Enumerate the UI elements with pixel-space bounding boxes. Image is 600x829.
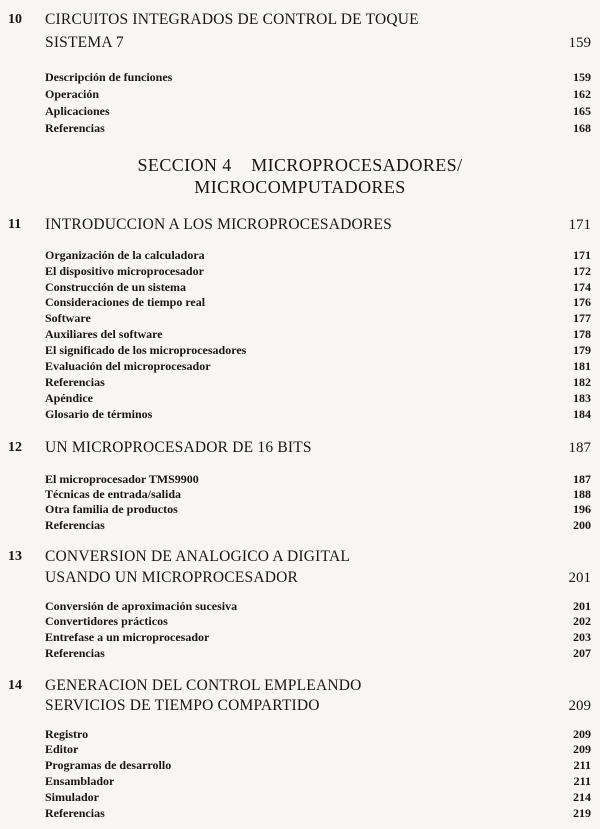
chapter-heading-line xyxy=(0,439,600,457)
entry-title: El significado de los microprocesadores xyxy=(45,343,247,357)
chapter-title: SERVICIOS DE TIEMPO COMPARTIDO xyxy=(45,697,320,714)
chapter-heading-line xyxy=(0,569,600,587)
toc-entry xyxy=(0,804,600,822)
entry-title: Conversión de aproximación sucesiva xyxy=(45,599,238,613)
entry-page-number: 179 xyxy=(573,343,591,357)
entry-title: Entrefase a un microprocesador xyxy=(45,630,210,644)
entry-page-number: 178 xyxy=(573,327,591,341)
entry-page-number: 162 xyxy=(573,87,591,101)
entry-page-number: 203 xyxy=(573,630,591,644)
entry-title: Evaluación del microprocesador xyxy=(45,359,211,373)
entry-page-number: 209 xyxy=(573,727,591,741)
entry-title: Referencias xyxy=(45,121,105,135)
entry-title: Convertidores prácticos xyxy=(45,614,168,628)
entry-page-number: 200 xyxy=(573,518,591,532)
entry-title: Otra familia de productos xyxy=(45,502,178,516)
entry-title: Técnicas de entrada/salida xyxy=(45,487,182,501)
entry-page-number: 211 xyxy=(573,758,591,772)
entry-page-number: 202 xyxy=(573,614,591,628)
chapter-heading-line xyxy=(0,548,600,566)
chapter-heading-line xyxy=(0,34,600,52)
entry-title: Organización de la calculadora xyxy=(45,248,205,262)
entry-page-number: 207 xyxy=(573,646,591,660)
entry-title: El dispositivo microprocesador xyxy=(45,264,204,278)
chapter-title: INTRODUCCION A LOS MICROPROCESADORES xyxy=(45,216,392,233)
entry-page-number: 196 xyxy=(573,502,591,516)
chapter-title: CIRCUITOS INTEGRADOS DE CONTROL DE TOQUE xyxy=(45,11,419,28)
entry-title: El microprocesador TMS9900 xyxy=(45,472,199,486)
entry-page-number: 183 xyxy=(573,391,591,405)
entry-title: Consideraciones de tiempo real xyxy=(45,295,206,309)
entry-title: Referencias xyxy=(45,806,105,820)
entry-page-number: 209 xyxy=(573,742,591,756)
entry-page-number: 219 xyxy=(573,806,591,820)
chapter-number: 11 xyxy=(8,217,22,232)
section-heading: MICROCOMPUTADORES xyxy=(194,177,406,197)
entry-title: Aplicaciones xyxy=(45,104,110,118)
chapter-heading-line xyxy=(0,216,600,234)
entry-page-number: 181 xyxy=(573,359,591,373)
toc-entry xyxy=(0,516,600,534)
entry-title: Auxiliares del software xyxy=(45,327,163,341)
chapter-title: USANDO UN MICROPROCESADOR xyxy=(45,569,299,586)
entry-title: Referencias xyxy=(45,375,105,389)
entry-page-number: 174 xyxy=(573,280,591,294)
entry-title: Apéndice xyxy=(45,391,93,405)
entry-title: Referencias xyxy=(45,518,105,532)
toc-entry xyxy=(0,405,600,423)
chapter-heading-line xyxy=(0,677,600,695)
entry-title: Software xyxy=(45,311,91,325)
entry-page-number: 176 xyxy=(573,295,591,309)
entry-page-number: 177 xyxy=(573,311,591,325)
chapter-page-number: 209 xyxy=(568,698,591,714)
chapter-number: 13 xyxy=(8,549,22,564)
entry-page-number: 182 xyxy=(573,375,591,389)
entry-page-number: 171 xyxy=(573,248,591,262)
chapter-title: CONVERSION DE ANALOGICO A DIGITAL xyxy=(45,548,351,565)
entry-page-number: 201 xyxy=(573,599,591,613)
chapter-title: SISTEMA 7 xyxy=(45,34,124,51)
section-heading: SECCION 4 MICROPROCESADORES/ xyxy=(137,155,463,175)
entry-page-number: 188 xyxy=(573,487,591,501)
entry-page-number: 159 xyxy=(573,70,591,84)
chapter-heading-line xyxy=(0,11,600,29)
entry-title: Ensamblador xyxy=(45,774,115,788)
chapter-number: 10 xyxy=(8,12,22,27)
chapter-page-number: 159 xyxy=(568,35,591,51)
entry-title: Registro xyxy=(45,727,89,741)
chapter-page-number: 201 xyxy=(568,570,591,586)
entry-page-number: 214 xyxy=(573,790,591,804)
entry-title: Simulador xyxy=(45,790,100,804)
chapter-number: 12 xyxy=(8,440,22,455)
entry-title: Referencias xyxy=(45,646,105,660)
toc-entry xyxy=(0,68,600,86)
chapter-number: 14 xyxy=(8,678,22,693)
entry-page-number: 187 xyxy=(573,472,591,486)
toc-entry xyxy=(0,102,600,120)
toc-entry xyxy=(0,119,600,137)
chapter-page-number: 171 xyxy=(568,217,591,233)
chapter-heading-line xyxy=(0,697,600,715)
entry-title: Operación xyxy=(45,87,99,101)
entry-page-number: 184 xyxy=(573,407,591,421)
entry-page-number: 168 xyxy=(573,121,591,135)
chapter-title: GENERACION DEL CONTROL EMPLEANDO xyxy=(45,677,362,694)
entry-page-number: 165 xyxy=(573,104,591,118)
entry-title: Programas de desarrollo xyxy=(45,758,172,772)
entry-title: Glosario de términos xyxy=(45,407,153,421)
toc-entry xyxy=(0,85,600,103)
entry-page-number: 172 xyxy=(573,264,591,278)
entry-title: Descripción de funciones xyxy=(45,70,173,84)
chapter-title: UN MICROPROCESADOR DE 16 BITS xyxy=(45,439,312,456)
entry-page-number: 211 xyxy=(573,774,591,788)
chapter-page-number: 187 xyxy=(568,440,591,456)
toc-entry xyxy=(0,644,600,662)
entry-title: Editor xyxy=(45,742,79,756)
entry-title: Construcción de un sistema xyxy=(45,280,187,294)
